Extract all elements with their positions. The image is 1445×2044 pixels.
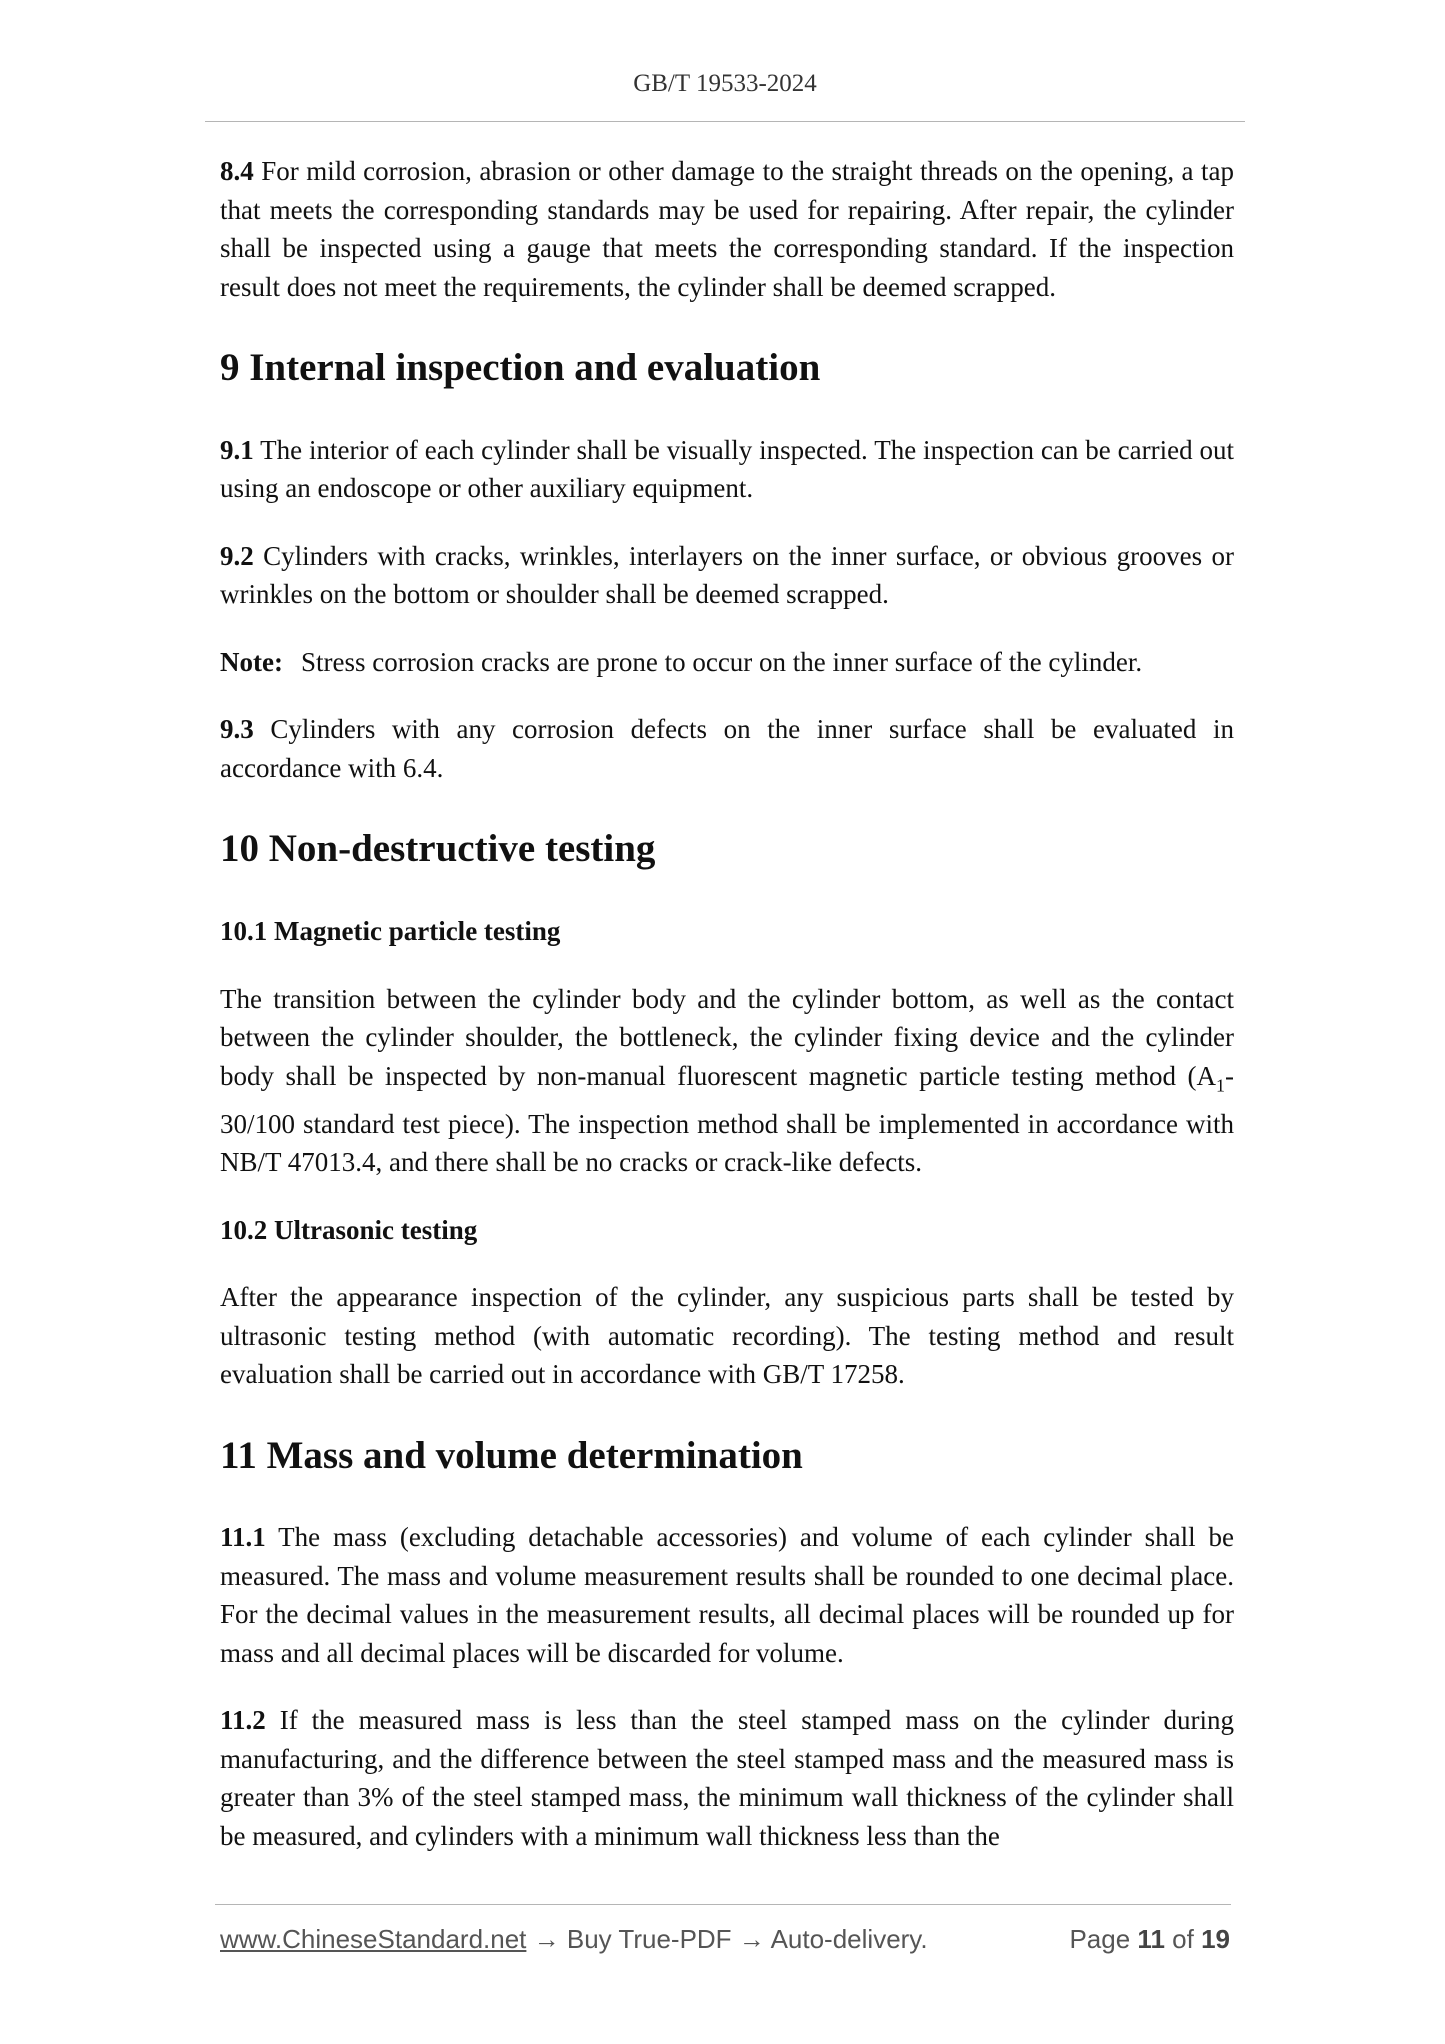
- footer-divider: [215, 1904, 1231, 1905]
- note-label: Note:: [220, 646, 283, 677]
- clause-number: 9.2: [220, 540, 254, 571]
- current-page-number: 11: [1137, 1924, 1165, 1954]
- note-block: [220, 643, 1234, 682]
- document-body: [220, 152, 1234, 1884]
- subscript-text: 1: [1216, 1075, 1225, 1096]
- paragraph-9-3: [220, 710, 1234, 787]
- paragraph-11-2: [220, 1701, 1234, 1855]
- clause-number: 11.2: [220, 1705, 266, 1736]
- clause-number: 8.4: [220, 156, 254, 186]
- page-label: Page: [1069, 1924, 1131, 1954]
- section-heading-10: 10 Non-destructive testing: [220, 827, 656, 871]
- paragraph-10-1: [220, 980, 1234, 1182]
- paragraph-text: If the measured mass is less than the steel stamped mass on the cylinder during manufacturing, and the difference between the steel stamped mass and the measured mass is greater than 3% of the steel stamped mass, the minimum wall thickness of the cylinder shall be measured, and cylinders with a minimum wall thickness less than the: [220, 1705, 1234, 1851]
- paragraph-8-4: [220, 152, 1234, 306]
- paragraph-text: For mild corrosion, abrasion or other damage to the straight threads on the opening, a tap that meets the corresponding standards may be used for repairing. After repair, the cylinder shall be inspected using a gauge that meets the corresponding standard. If the inspection result does not meet the requirements, the cylinder shall be deemed scrapped.: [220, 156, 1234, 302]
- paragraph-text: The transition between the cylinder body and the cylinder bottom, as well as the contact between the cylinder shoulder, the bottleneck, the cylinder fixing device and the cylinder body shall be inspected by non-manual fluorescent magnetic particle testing method (A: [220, 983, 1234, 1091]
- website-link[interactable]: www.ChineseStandard.net: [220, 1924, 527, 1954]
- page-header-doc-id: GB/T 19533-2024: [633, 70, 817, 97]
- section-heading-9: 9 Internal inspection and evaluation: [220, 346, 821, 389]
- paragraph-11-1: [220, 1518, 1234, 1672]
- paragraph-9-2: [220, 537, 1234, 614]
- paragraph-text: Cylinders with cracks, wrinkles, interlayers on the inner surface, or obvious grooves or wrinkles on the bottom or shoulder shall be deemed scrapped.: [220, 540, 1234, 610]
- of-label: of: [1172, 1924, 1194, 1954]
- paragraph-text: The mass (excluding detachable accessories) and volume of each cylinder shall be measured. The mass and volume measurement results shall be rounded to one decimal place. For the decimal values in the measurement results, all decimal places will be rounded up for mass and all decimal places will be discarded for volume.: [220, 1522, 1234, 1668]
- page-footer: [220, 1924, 1230, 1955]
- clause-number: 11.1: [220, 1522, 266, 1553]
- subsection-heading-10-1: 10.1 Magnetic particle testing: [220, 916, 561, 947]
- clause-number: 9.3: [220, 714, 254, 745]
- clause-number: 9.1: [220, 434, 254, 465]
- paragraph-text: -30/100 standard test piece). The inspection method shall be implemented in accordance with NB/T 47013.4, and there shall be no cracks or crack-like defects.: [220, 1060, 1234, 1178]
- paragraph-text: The interior of each cylinder shall be visually inspected. The inspection can be carried out using an endoscope or other auxiliary equipment.: [220, 434, 1234, 504]
- page-indicator: [1069, 1924, 1230, 1955]
- header-divider: [205, 121, 1245, 122]
- note-text: Stress corrosion cracks are prone to occur on the inner surface of the cylinder.: [300, 646, 1143, 677]
- subsection-heading-10-2: 10.2 Ultrasonic testing: [220, 1214, 478, 1245]
- section-heading-11: 11 Mass and volume determination: [220, 1433, 803, 1477]
- paragraph-text: Cylinders with any corrosion defects on the inner surface shall be evaluated in accordance with 6.4.: [220, 714, 1234, 783]
- paragraph-10-2: After the appearance inspection of the cylinder, any suspicious parts shall be tested by ultrasonic testing method (with automatic recording). The testing method and result evaluation shall be carried out in accordance with GB/T 17258.: [220, 1282, 1234, 1390]
- total-pages-number: 19: [1201, 1924, 1230, 1954]
- footer-promo-text: → Buy True-PDF → Auto-delivery.: [526, 1924, 928, 1954]
- paragraph-9-1: [220, 431, 1234, 508]
